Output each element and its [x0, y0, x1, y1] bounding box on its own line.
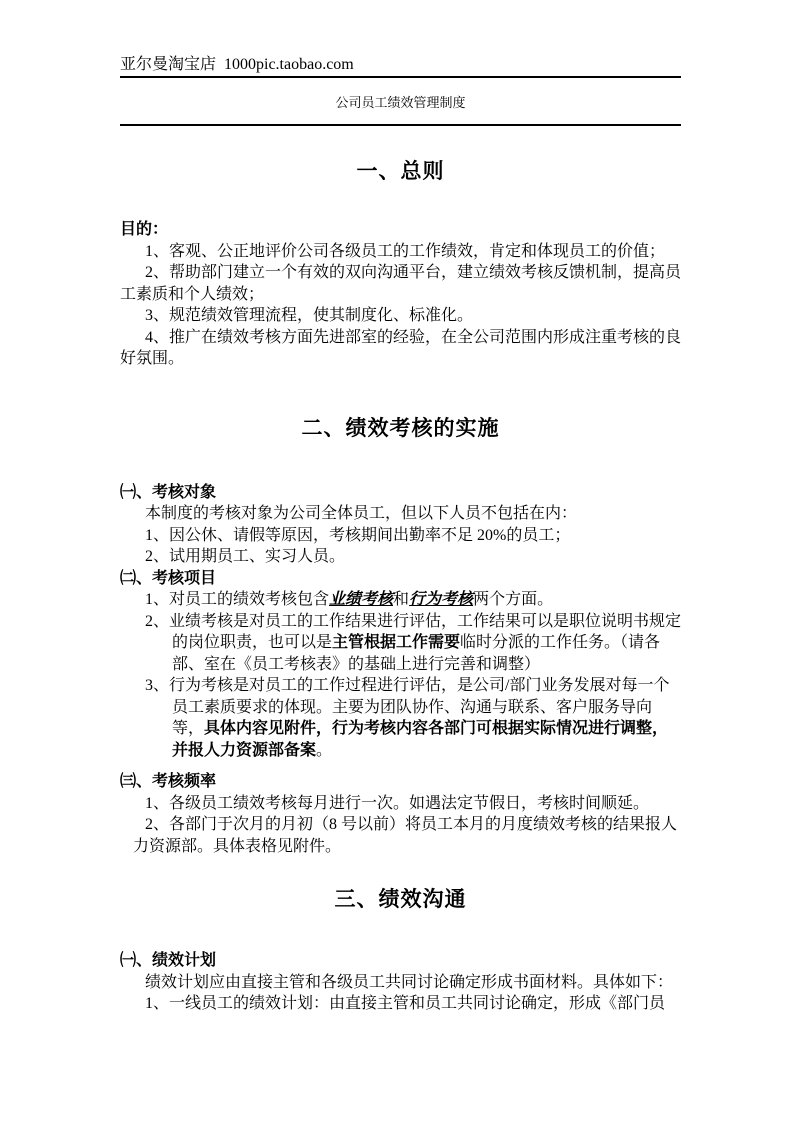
purpose-label: 目的： [120, 221, 169, 238]
text-run: 3、行为考核是对员工的工作过程进行评估，是公司/部门业务发展对每一个员工素质要求的体现。主要为团队协作、沟通与联系、客户服务导向等， [145, 677, 670, 737]
document-content [120, 0, 681, 1015]
section-heading-communication: 三、绩效沟通 [334, 887, 467, 911]
emphasis-run: 具体内容见附件，行为考核内容各部门可根据实际情况进行调整，并报人力资源部备案 [172, 720, 669, 759]
term-performance-assessment: 业绩考核 [329, 591, 394, 608]
doc-title: 公司员工绩效管理制度 [335, 95, 466, 110]
list-item: 2、帮助部门建立一个有效的双向沟通平台，建立绩效考核反馈机制，提高员工素质和个人绩效； [120, 264, 682, 303]
subsection-title-assessment-target: ㈠、考核对象 [120, 483, 217, 501]
text-run: 两个方面。 [473, 591, 554, 608]
emphasis-run: 主管根据工作需要 [332, 634, 461, 651]
paragraph: 本制度的考核对象为公司全体员工，但以下人员不包括在内： [145, 505, 578, 522]
text-run: 和 [393, 591, 410, 608]
list-item: 1、客观、公正地评价公司各级员工的工作绩效，肯定和体现员工的价值； [145, 242, 666, 260]
term-behavior-assessment: 行为考核 [409, 591, 474, 608]
title-divider [120, 124, 681, 126]
list-item: 1、各级员工绩效考核每月进行一次。如遇法定节假日，考核时间顺延。 [145, 794, 650, 812]
list-item: 3、规范绩效管理流程，使其制度化、标准化。 [145, 307, 474, 324]
section-heading-implementation: 二、绩效考核的实施 [301, 415, 500, 440]
list-item [120, 675, 681, 761]
subsection-title-assessment-items: ㈡、考核项目 [120, 569, 217, 587]
list-item: 1、一线员工的绩效计划：由直接主管和员工共同讨论确定，形成《部门员 [145, 995, 666, 1012]
list-item: 2、试用期员工、实习人员。 [145, 548, 346, 565]
header-shop-line: 亚尔曼淘宝店 1000pic.taobao.com [120, 56, 354, 73]
text-run: 临时分派的工作任务。（请各部、室在《员工考核表》的基础上进行完善和调整） [172, 634, 661, 673]
list-item [120, 611, 681, 676]
list-item: 2、各部门于次月的月初（8 号以前）将员工本月的月度绩效考核的结果报人力资源部。具体表格见附件。 [133, 816, 678, 855]
section-heading-general: 一、总则 [356, 159, 445, 183]
subsection-title-performance-plan: ㈠、绩效计划 [120, 952, 217, 969]
page-header [120, 0, 681, 78]
text-run: 1、对员工的绩效考核包含 [145, 591, 330, 608]
subsection-title-assessment-frequency: ㈢、考核频率 [120, 773, 217, 790]
list-item: 1、因公休、请假等原因，考核期间出勤率不足 20%的员工； [145, 526, 571, 544]
list-item: 4、推广在绩效考核方面先进部室的经验，在全公司范围内形成注重考核的良好氛围。 [120, 328, 682, 367]
list-item [120, 589, 681, 611]
paragraph: 绩效计划应由直接主管和各级员工共同讨论确定形成书面材料。具体如下： [145, 973, 674, 991]
text-run: 。 [316, 741, 333, 759]
text-run: 2、业绩考核是对员工的工作结果进行评估，工作结果可以是职位说明书规定的岗位职责，也可以是 [145, 612, 682, 651]
